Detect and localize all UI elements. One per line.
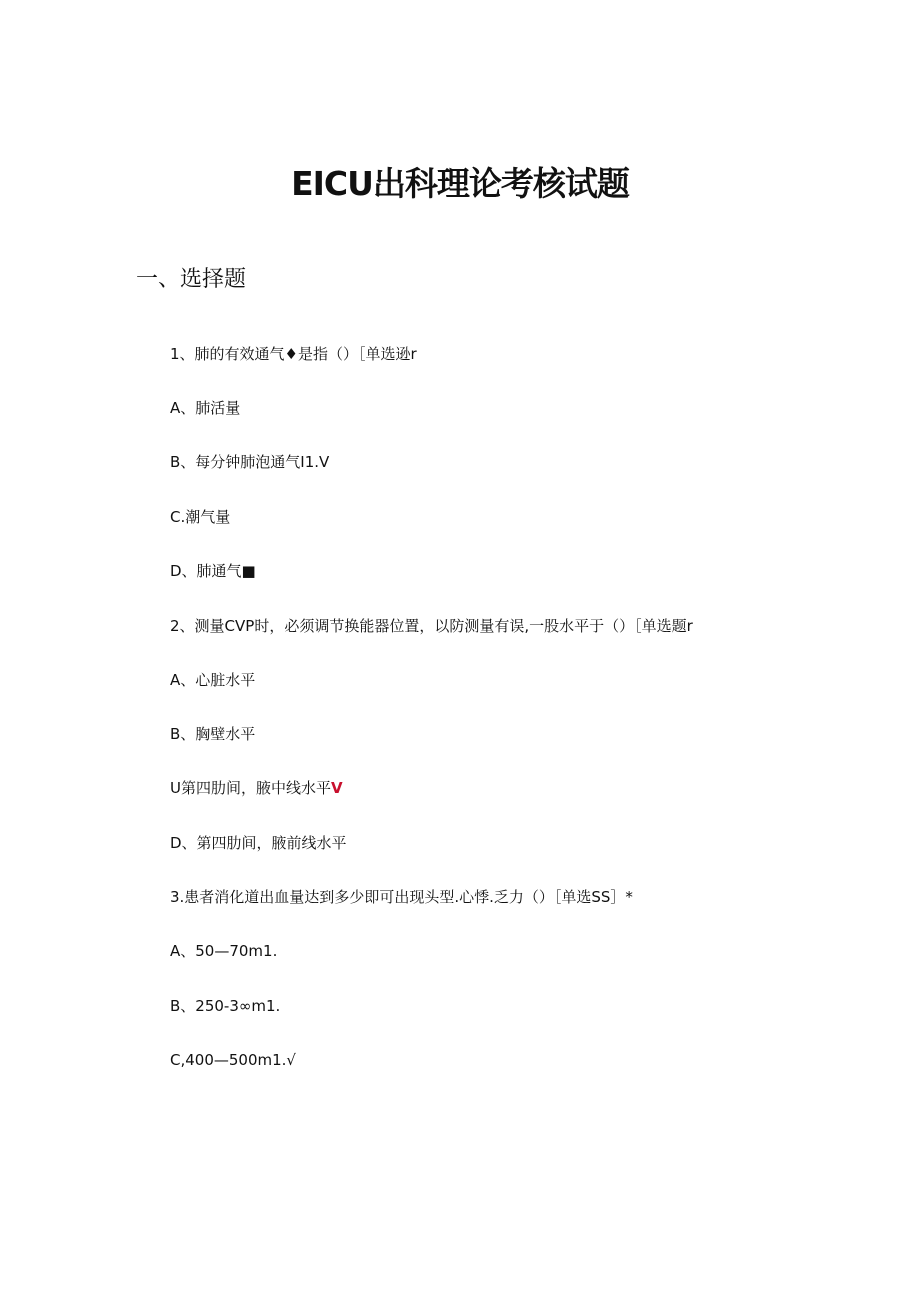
question-2-option-a: A、心脏水平: [170, 671, 256, 689]
question-2-option-c-text: U第四肋间，腋中线水平: [170, 779, 331, 797]
answer-check-mark: V: [330, 779, 343, 797]
question-3-option-b: B、250-3∞m1.: [170, 997, 281, 1015]
question-1-option-a: A、肺活量: [170, 399, 241, 417]
question-2-option-c: [170, 777, 343, 799]
question-1-stem: 1、肺的有效通气♦是指（）［单选逊r: [170, 345, 417, 363]
section-heading: 一、选择题: [136, 267, 247, 292]
document-title: EICU出科理论考核试题: [291, 164, 629, 203]
question-1-option-b: B、每分钟肺泡通气I1.V: [170, 453, 330, 471]
question-3-option-c: C,400—500m1.√: [170, 1051, 296, 1069]
question-3-option-a: A、50—70m1.: [170, 942, 278, 960]
question-3-stem: 3.患者消化道出血量达到多少即可出现头型.心悸.乏力（）［单选SS］*: [170, 888, 633, 906]
question-2-stem: 2、测量CVP时，必须调节换能器位置，以防测量有误,一股水平于（）［单选题r: [170, 617, 693, 635]
question-2-option-b: B、胸壁水平: [170, 725, 256, 743]
question-2-option-d: D、第四肋间，腋前线水平: [170, 834, 347, 852]
question-1-option-d: D、肺通气■: [170, 562, 256, 580]
question-1-option-c: C.潮气量: [170, 508, 231, 526]
